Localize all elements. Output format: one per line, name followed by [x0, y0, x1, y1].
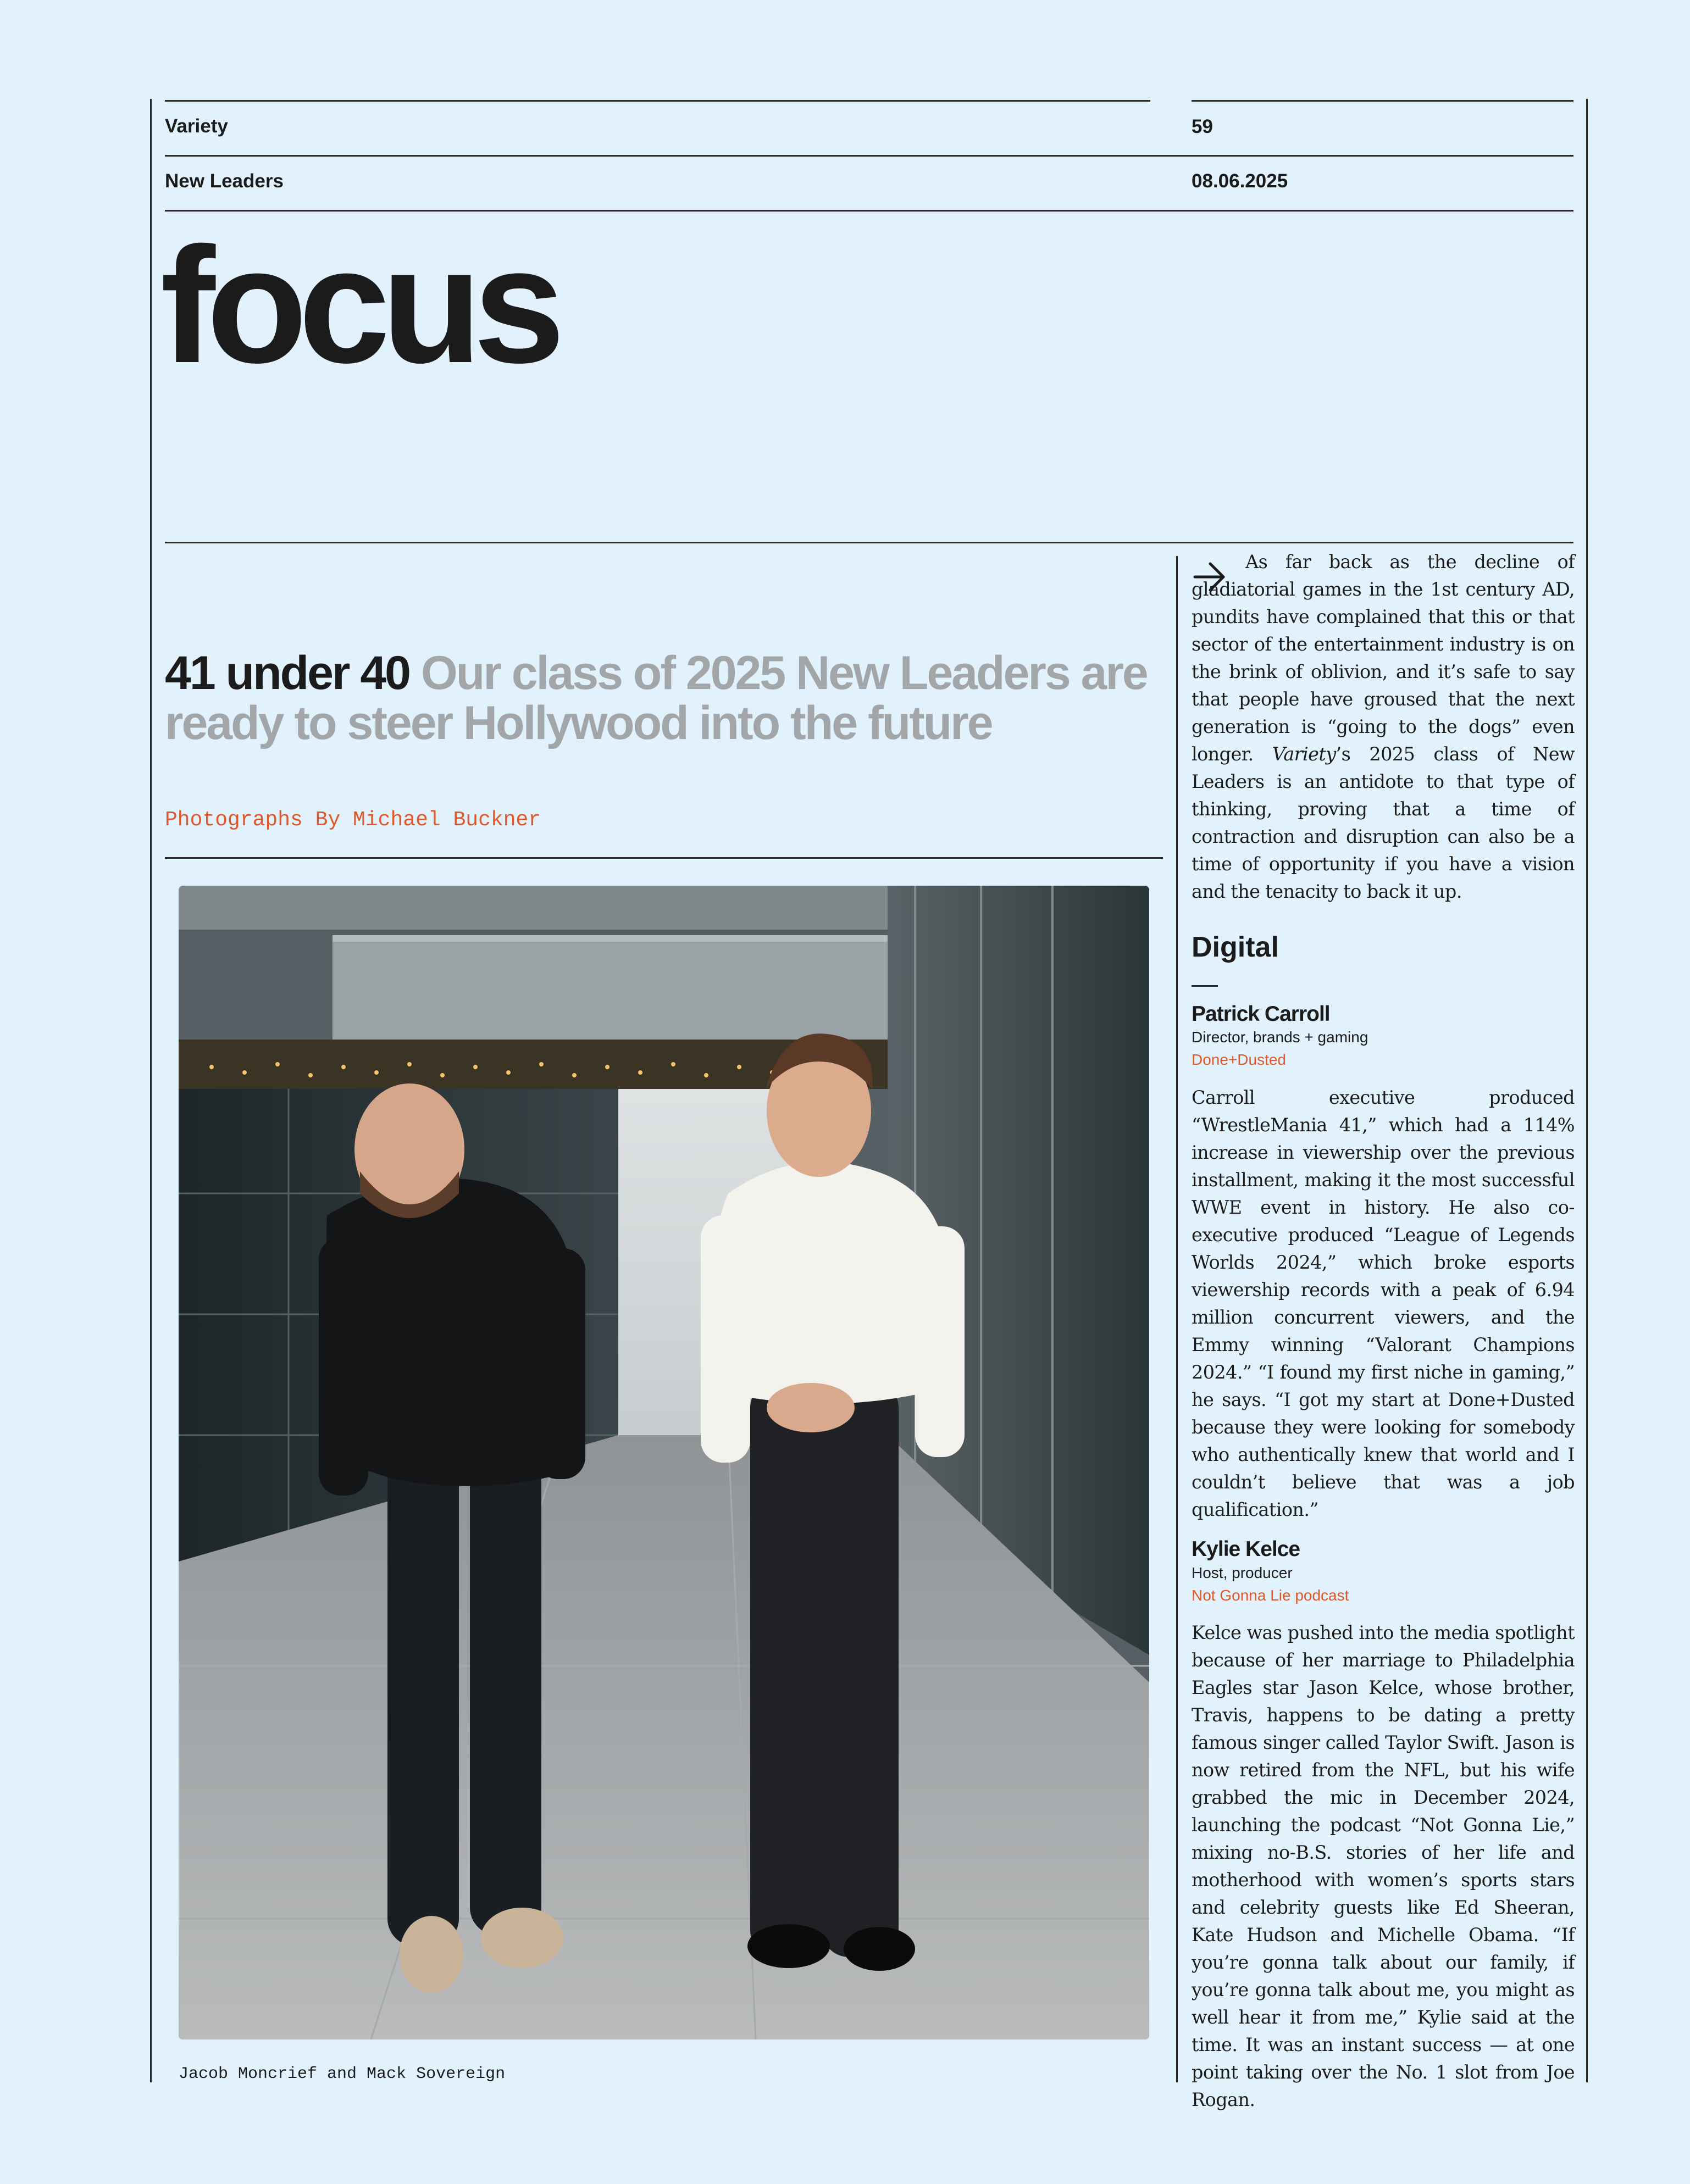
section-title: Digital — [1192, 931, 1279, 963]
profile-role: Host, producer — [1192, 1564, 1293, 1581]
profile-name: Kylie Kelce — [1192, 1537, 1300, 1561]
portrait-photo — [179, 886, 1149, 2039]
profile-name: Patrick Carroll — [1192, 1002, 1330, 1026]
header-top-rule-left — [165, 100, 1150, 102]
intro-text-before: As far back as the decline of gladiatorial games in the 1st century AD, pundits have complained that this or that sector of the entertainment industry is on the brink of oblivion, and it’s safe to say that people have groused that the next generation is “going to the dogs” even longer. — [1192, 551, 1575, 765]
profile-bio-block — [1192, 1084, 1575, 1524]
page-number: 59 — [1192, 116, 1213, 137]
photo-credit: Photographs By Michael Buckner — [165, 808, 541, 832]
profile-bio-block — [1192, 1619, 1575, 2114]
left-margin-rule — [150, 99, 152, 2082]
intro-text-italic: Variety — [1272, 743, 1336, 765]
right-margin-rule — [1586, 99, 1588, 2082]
profile-company: Not Gonna Lie podcast — [1192, 1587, 1349, 1604]
header-bottom-rule — [165, 210, 1573, 212]
issue-date: 08.06.2025 — [1192, 170, 1288, 192]
column-divider-rule — [1176, 556, 1178, 2082]
headline-lead: 41 under 40 — [165, 647, 409, 699]
profile-company: Done+Dusted — [1192, 1051, 1287, 1068]
portrait-photo-illustration — [179, 886, 1149, 2039]
headline-bottom-rule — [165, 857, 1163, 859]
profile-bio: Kelce was pushed into the media spotlight because of her marriage to Philadelphia Eagles star Jason Kelce, whose brother, Travis, happens to be dating a pretty famous singer called Taylor Swift. Jason is now retired from the NFL, but his wife grabbed the mic in December 2024, launching the podcast “Not Gonna Lie,” mixing no-B.S. stories of her life and motherhood with women’s sports stars and celebrity guests like Ed Sheeran, Kate Hudson and Michelle Obama. “If you’re gonna talk about our family, if you’re gonna talk about me, you might as well hear it from me,” Kylie said at the time. It was an instant success — at one point taking over the No. 1 slot from Joe Rogan. — [1192, 1622, 1575, 2110]
photo-caption: Jacob Moncrief and Mack Sovereign — [179, 2065, 506, 2083]
page-title: focus — [160, 213, 557, 397]
headline — [165, 648, 1154, 748]
headline-rest: Our class of 2025 New Leaders are ready to steer Hollywood into the future — [165, 647, 1147, 749]
publication-name: Variety — [165, 115, 228, 137]
profile-bio: Carroll executive produced “WrestleMania 41,” which had a 114% increase in viewership over the previous installment, making it the most successful WWE event in history. He also co-executive produced “League of Legends Worlds 2024,” which broke esports viewership records with a peak of 6.94 million concurrent viewers, and the Emmy winning “Valorant Champions 2024.” “I found my first niche in gaming,” he says. “I got my start at Done+Dusted because they were looking for somebody who authentically knew that world and I couldn’t believe that was a job qualification.” — [1192, 1087, 1575, 1520]
profile-role: Director, brands + gaming — [1192, 1029, 1368, 1046]
section-name: New Leaders — [165, 170, 284, 192]
content-top-rule — [165, 542, 1573, 543]
section-title-underline — [1192, 985, 1218, 987]
intro-paragraph-block — [1192, 548, 1575, 905]
intro-paragraph — [1192, 548, 1575, 905]
header-top-rule-right — [1192, 100, 1573, 102]
header-mid-rule — [165, 155, 1573, 157]
intro-text-after: ’s 2025 class of New Leaders is an antidote to that type of thinking, proving that a time of contraction and disruption can also be a time of opportunity if you have a vision and the tenacity to back it up. — [1192, 743, 1575, 902]
